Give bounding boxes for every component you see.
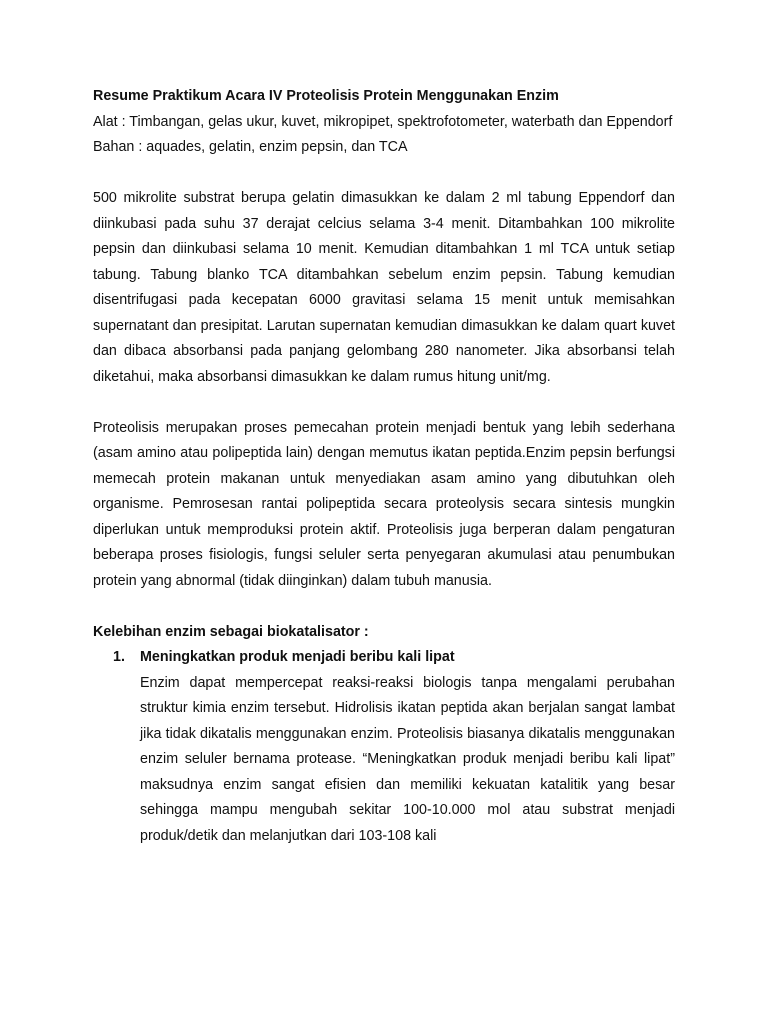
list-item-body: Enzim dapat mempercepat reaksi-reaksi biologis tanpa mengalami perubahan struktur kimia enzim tersebut. Hidrolisis ikatan peptida akan berjalan sangat lambat jika tidak dikatalis menggunakan enzim. Proteolisis biasanya dikatalis menggunakan enzim seluler bernama protease. “Meningkatkan produk menjadi beribu kali lipat” maksudnya enzim sangat efisien dan memiliki kekuatan katalitik yang besar sehingga mampu mengubah sekitar 100-10.000 mol atau substrat menjadi produk/detik dan melanjutkan dari 103-108 kali <box>140 674 675 844</box>
advantages-heading: Kelebihan enzim sebagai biokatalisator : <box>93 623 369 640</box>
spacer <box>93 161 675 187</box>
materials-tools-line: Alat : Timbangan, gelas ukur, kuvet, mikropipet, spektrofotometer, waterbath dan Eppendorf <box>93 113 673 130</box>
materials-ingredients-line: Bahan : aquades, gelatin, enzim pepsin, dan TCA <box>93 139 408 155</box>
list-item-number: 1. <box>113 649 125 665</box>
spacer <box>93 594 675 620</box>
proteolysis-paragraph: Proteolisis merupakan proses pemecahan protein menjadi bentuk yang lebih sederhana (asam amino atau polipeptida lain) dengan memutus ikatan peptida.Enzim pepsin berfungsi memecah protein makanan untuk menyediakan asam amino yang dibutuhkan oleh organisme. Pemrosesan rantai polipeptida secara proteolysis secara sintesis mungkin diperlukan untuk memproduksi protein aktif. Proteolisis juga berperan dalam pengaturan beberapa proses fisiologis, fungsi seluler serta penyegaran akumulasi atau penumbukan protein yang abnormal (tidak diinginkan) dalam tubuh manusia. <box>93 419 675 589</box>
list-item-title: Meningkatkan produk menjadi beribu kali lipat <box>140 649 455 665</box>
procedure-paragraph: 500 mikrolite substrat berupa gelatin dimasukkan ke dalam 2 ml tabung Eppendorf dan diinkubasi pada suhu 37 derajat celcius selama 3-4 menit. Ditambahkan 100 mikrolite pepsin dan diinkubasi selama 10 menit. Kemudian ditambahkan 1 ml TCA untuk setiap tabung. Tabung blanko TCA ditambahkan sebelum enzim pepsin. Tabung kemudian disentrifugasi pada kecepatan 6000 gravitasi selama 15 menit untuk memisahkan supernatant dan presipitat. Larutan supernatan kemudian dimasukkan ke dalam quart kuvet dan dibaca absorbansi pada panjang gelombang 280 nanometer. Jika absorbansi telah diketahui, maka absorbansi dimasukkan ke dalam rumus hitung unit/mg. <box>93 190 675 385</box>
list-item-heading <box>93 645 675 671</box>
document-title: Resume Praktikum Acara IV Proteolisis Protein Menggunakan Enzim <box>93 88 559 104</box>
spacer <box>93 390 675 416</box>
